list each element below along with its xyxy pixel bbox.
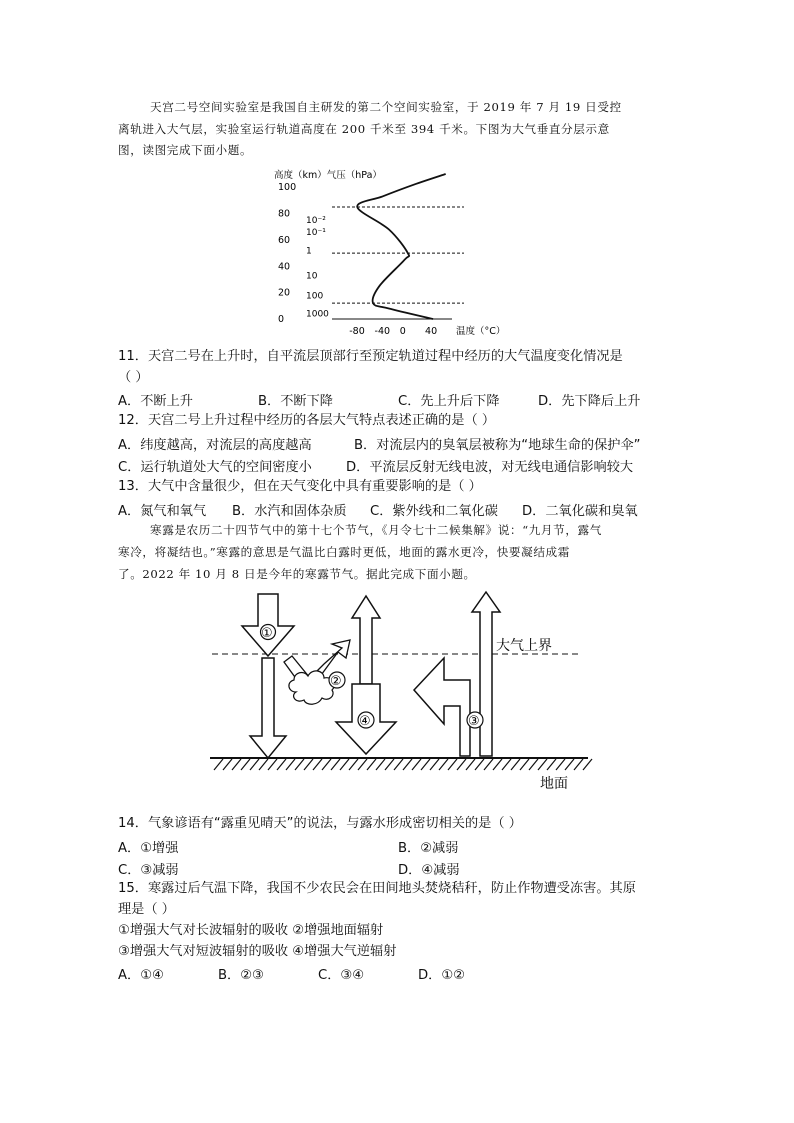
label-2: ② xyxy=(330,674,342,689)
q13-stem: 13．大气中含量很少，但在天气变化中具有重要影响的是（ ） xyxy=(118,479,482,494)
height-tick-label: 60 xyxy=(278,234,291,246)
arrow-1-continuation xyxy=(250,658,286,758)
hatch-mark xyxy=(259,759,268,770)
pressure-label: 1000 xyxy=(306,309,329,320)
atmosphere-layer-chart xyxy=(268,162,528,342)
hatch-mark xyxy=(304,759,313,770)
hatch-mark xyxy=(583,759,592,770)
hatch-mark xyxy=(286,759,295,770)
q15-option-d[interactable]: D．①② xyxy=(418,968,465,983)
ground-hatching xyxy=(214,759,592,770)
passage2-line3: 了。2022 年 10 月 8 日是今年的寒露节气。据此完成下面小题。 xyxy=(118,567,476,581)
q15-option-a[interactable]: A．①④ xyxy=(118,968,164,983)
hatch-mark xyxy=(457,759,466,770)
hatch-mark xyxy=(340,759,349,770)
arrow-up-ground-radiation xyxy=(352,596,380,684)
hatch-mark xyxy=(421,759,430,770)
hatch-mark xyxy=(367,759,376,770)
q12-option-a[interactable]: A．纬度越高，对流层的高度越高 xyxy=(118,438,312,453)
hatch-mark xyxy=(493,759,502,770)
q14-option-c[interactable]: C．③减弱 xyxy=(118,863,179,878)
temperature-tick-label: 0 xyxy=(399,326,406,337)
q13-option-c[interactable]: C．紫外线和二氧化碳 xyxy=(370,504,498,519)
hatch-mark xyxy=(223,759,232,770)
hatch-mark xyxy=(520,759,529,770)
pressure-label: 100 xyxy=(306,291,324,302)
pressure-label: 10 xyxy=(306,271,318,282)
hatch-mark xyxy=(358,759,367,770)
cloud-icon xyxy=(289,671,335,704)
arrow-3-ground-radiation xyxy=(414,658,470,756)
q14-option-a[interactable]: A．①增强 xyxy=(118,841,179,856)
temperature-curve xyxy=(357,174,445,319)
q12-stem: 12．天宫二号上升过程中经历的各层大气特点表述正确的是（ ） xyxy=(118,413,496,428)
pressure-label: 10⁻² xyxy=(306,216,326,227)
hatch-mark xyxy=(574,759,583,770)
hatch-mark xyxy=(313,759,322,770)
q11-option-a[interactable]: A．不断上升 xyxy=(118,394,193,409)
height-tick-label: 80 xyxy=(278,208,291,220)
temperature-axis-ticks xyxy=(349,326,437,337)
height-tick-label: 0 xyxy=(278,314,285,325)
hatch-mark xyxy=(394,759,403,770)
q11-stem: 11．天宫二号在上升时，自平流层顶部行至预定轨道过程中经历的大气温度变化情况是 xyxy=(118,349,623,364)
hatch-mark xyxy=(412,759,421,770)
temperature-tick-label: -40 xyxy=(374,326,391,337)
q12-option-c[interactable]: C．运行轨道处大气的空间密度小 xyxy=(118,460,312,475)
ground-label: 地面 xyxy=(540,776,568,792)
temperature-tick-label: 40 xyxy=(425,326,438,337)
passage2-line2: 寒冷，将凝结也。”寒露的意思是气温比白露时更低，地面的露水更冷，快要凝结成霜 xyxy=(118,545,570,559)
hatch-mark xyxy=(250,759,259,770)
hatch-mark xyxy=(439,759,448,770)
hatch-mark xyxy=(502,759,511,770)
temperature-tick-label: -80 xyxy=(349,326,365,337)
hatch-mark xyxy=(376,759,385,770)
hatch-mark xyxy=(268,759,277,770)
hatch-mark xyxy=(322,759,331,770)
hatch-mark xyxy=(565,759,574,770)
pressure-label: 10⁻¹ xyxy=(306,228,326,238)
pressure-label: 1 xyxy=(306,246,312,257)
atmosphere-boundary-label: 大气上界 xyxy=(496,638,552,654)
chart1-x-title: 温度（°C） xyxy=(456,326,506,337)
hatch-mark xyxy=(295,759,304,770)
q15-option-c[interactable]: C．③④ xyxy=(318,968,365,983)
hatch-mark xyxy=(529,759,538,770)
q13-option-d[interactable]: D．二氧化碳和臭氧 xyxy=(522,504,638,519)
hatch-mark xyxy=(547,759,556,770)
label-4: ④ xyxy=(359,714,371,729)
height-tick-label: 20 xyxy=(278,287,291,299)
layer-boundary-lines xyxy=(332,207,464,303)
q13-option-a[interactable]: A．氮气和氧气 xyxy=(118,504,207,519)
hatch-mark xyxy=(241,759,250,770)
hatch-mark xyxy=(556,759,565,770)
arrow-up-escape xyxy=(472,592,500,756)
hatch-mark xyxy=(277,759,286,770)
hatch-mark xyxy=(430,759,439,770)
q14-option-d[interactable]: D．④减弱 xyxy=(398,863,460,878)
q11-option-d[interactable]: D．先下降后上升 xyxy=(538,394,641,409)
hatch-mark xyxy=(484,759,493,770)
passage1-line1: 天宫二号空间实验室是我国自主研发的第二个空间实验室，于 2019 年 7 月 19 日受控 xyxy=(150,100,622,114)
q13-option-b[interactable]: B．水汽和固体杂质 xyxy=(232,504,347,519)
q12-option-b[interactable]: B．对流层内的臭氧层被称为“地球生命的保护伞” xyxy=(354,438,641,453)
hatch-mark xyxy=(403,759,412,770)
label-1: ① xyxy=(261,626,273,641)
hatch-mark xyxy=(511,759,520,770)
hatch-mark xyxy=(475,759,484,770)
q15-stem-line2: 理是（ ） xyxy=(118,902,175,917)
height-tick-label: 100 xyxy=(278,182,297,194)
passage2-line1: 寒露是农历二十四节气中的第十七个节气，《月令七十二候集解》说：“九月节，露气 xyxy=(150,523,602,537)
hatch-mark xyxy=(466,759,475,770)
label-3: ③ xyxy=(468,714,480,729)
hatch-mark xyxy=(331,759,340,770)
chart1-y-title: 高度（km）气压（hPa） xyxy=(274,170,382,181)
passage1-line2: 离轨进入大气层，实验室运行轨道高度在 200 千米至 394 千米。下图为大气垂直分层示意 xyxy=(118,122,610,136)
passage1-line3: 图，读图完成下面小题。 xyxy=(118,143,253,157)
q15-statements-1: ①增强大气对长波辐射的吸收 ②增强地面辐射 xyxy=(118,923,384,938)
hatch-mark xyxy=(349,759,358,770)
radiation-diagram xyxy=(200,588,610,798)
height-tick-label: 40 xyxy=(278,261,291,273)
height-axis-ticks xyxy=(278,182,296,325)
q15-statements-2: ③增强大气对短波辐射的吸收 ④增强大气逆辐射 xyxy=(118,944,397,959)
q11-option-b[interactable]: B．不断下降 xyxy=(258,394,333,409)
hatch-mark xyxy=(385,759,394,770)
q12-option-d[interactable]: D．平流层反射无线电波，对无线电通信影响较大 xyxy=(346,460,634,475)
pressure-labels xyxy=(306,216,329,320)
q11-option-c[interactable]: C．先上升后下降 xyxy=(398,394,500,409)
hatch-mark xyxy=(214,759,223,770)
q14-option-b[interactable]: B．②减弱 xyxy=(398,841,459,856)
q15-stem-line1: 15．寒露过后气温下降，我国不少农民会在田间地头焚烧秸秆，防止作物遭受冻害。其原 xyxy=(118,881,636,896)
q14-stem: 14．气象谚语有“露重见晴天”的说法，与露水形成密切相关的是（ ） xyxy=(118,816,522,831)
hatch-mark xyxy=(448,759,457,770)
hatch-mark xyxy=(538,759,547,770)
hatch-mark xyxy=(232,759,241,770)
q15-option-b[interactable]: B．②③ xyxy=(218,968,264,983)
q11-paren: （ ） xyxy=(118,370,149,385)
